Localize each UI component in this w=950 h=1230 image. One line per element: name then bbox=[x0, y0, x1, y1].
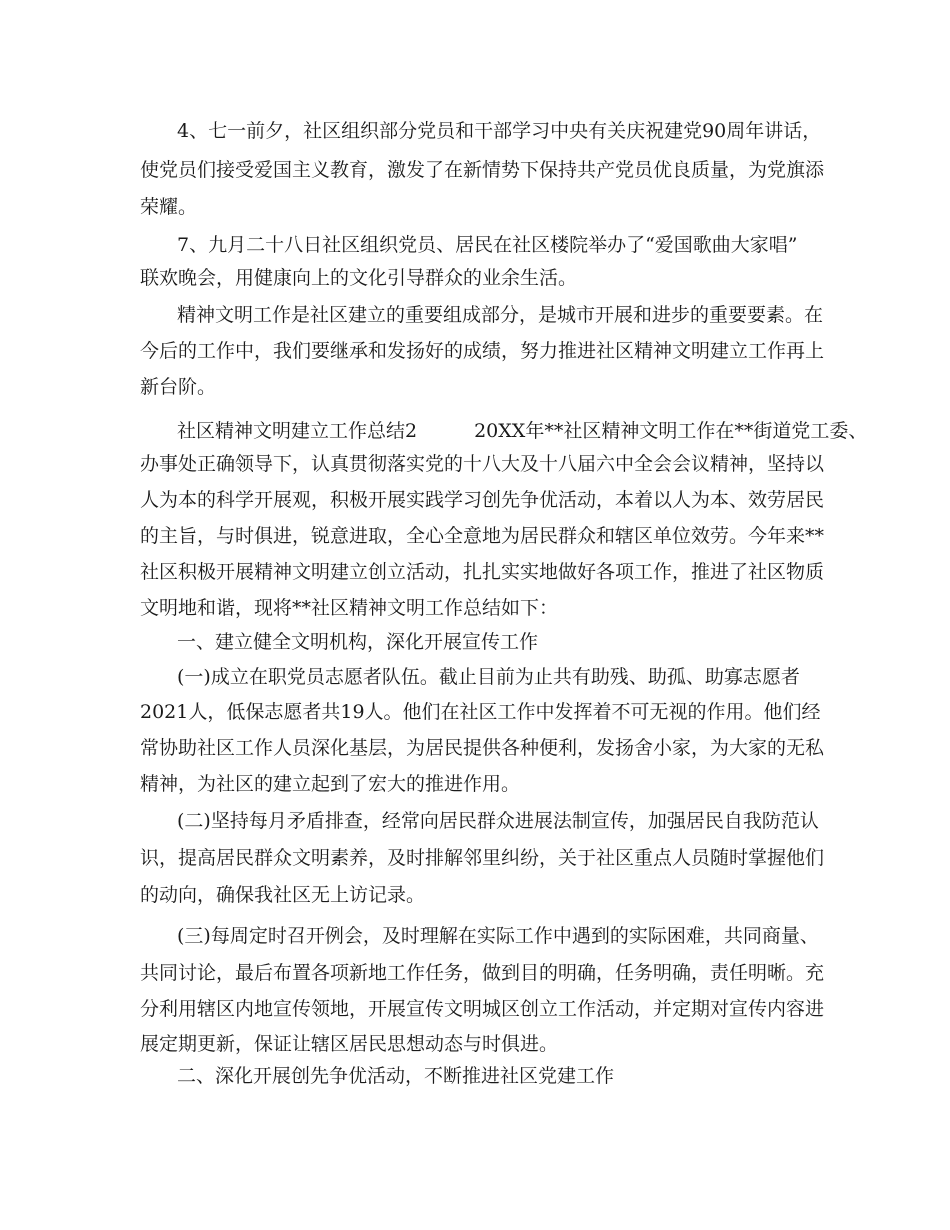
text-line: 共同讨论，最后布置各项新地工作任务，做到目的明确，任务明确，责任明晰。充 bbox=[140, 962, 825, 984]
text-line: 新台阶。 bbox=[140, 376, 217, 398]
text-line: 人为本的科学开展观，积极开展实践学习创先争优活动，本着以人为本、效劳居民 bbox=[140, 489, 825, 511]
text-line: 社区精神文明建立工作总结2 20XX年**社区精神文明工作在**街道党工委、 bbox=[177, 420, 868, 442]
text-line: 一、建立健全文明机构，深化开展宣传工作 bbox=[177, 631, 539, 653]
text-line: 识，提高居民群众文明素养，及时排解邻里纠纷，关于社区重点人员随时掌握他们 bbox=[140, 847, 825, 869]
text-line: 7、九月二十八日社区组织党员、居民在社区楼院举办了“爱国歌曲大家唱” bbox=[177, 234, 798, 256]
text-line: 常协助社区工作人员深化基层，为居民提供各种便利，发扬舍小家，为大家的无私 bbox=[140, 737, 825, 759]
text-line: 精神文明工作是社区建立的重要组成部分，是城市开展和进步的重要要素。在 bbox=[177, 304, 824, 326]
text-line: 社区积极开展精神文明建立创立活动，扎扎实实地做好各项工作，推进了社区物质 bbox=[140, 561, 825, 583]
text-line: 联欢晚会，用健康向上的文化引导群众的业余生活。 bbox=[140, 267, 578, 289]
text-line: 荣耀。 bbox=[140, 196, 198, 218]
text-line: 4、七一前夕，社区组织部分党员和干部学习中央有关庆祝建党90周年讲话， bbox=[177, 120, 822, 142]
text-line: 今后的工作中，我们要继承和发扬好的成绩，努力推进社区精神文明建立工作再上 bbox=[140, 340, 825, 362]
text-line: 使党员们接受爱国主义教育，激发了在新情势下保持共产党员优良质量，为党旗添 bbox=[140, 159, 825, 181]
text-line: (三)每周定时召开例会，及时理解在实际工作中遇到的实际困难，共同商量、 bbox=[177, 925, 819, 947]
text-line: 分利用辖区内地宣传领地，开展宣传文明城区创立工作活动，并定期对宣传内容进 bbox=[140, 998, 825, 1020]
text-line: 办事处正确领导下，认真贯彻落实党的十八大及十八届六中全会会议精神，坚持以 bbox=[140, 453, 825, 475]
text-line: 展定期更新，保证让辖区居民思想动态与时俱进。 bbox=[140, 1033, 559, 1055]
text-line: (二)坚持每月矛盾排查，经常向居民群众进展法制宣传，加强居民自我防范认 bbox=[177, 810, 819, 832]
text-line: 的主旨，与时俱进，锐意进取，全心全意地为居民群众和辖区单位效劳。今年来** bbox=[140, 525, 825, 547]
text-line: 精神，为社区的建立起到了宏大的推进作用。 bbox=[140, 773, 521, 795]
text-line: (一)成立在职党员志愿者队伍。截止目前为止共有助残、助孤、助寡志愿者 bbox=[177, 666, 800, 688]
text-line: 文明地和谐，现将**社区精神文明工作总结如下： bbox=[140, 597, 559, 619]
text-line: 二、深化开展创先争优活动，不断推进社区党建工作 bbox=[177, 1065, 615, 1087]
text-line: 2021人，低保志愿者共19人。他们在社区工作中发挥着不可无视的作用。他们经 bbox=[140, 701, 821, 723]
text-line: 的动向，确保我社区无上访记录。 bbox=[140, 884, 426, 906]
